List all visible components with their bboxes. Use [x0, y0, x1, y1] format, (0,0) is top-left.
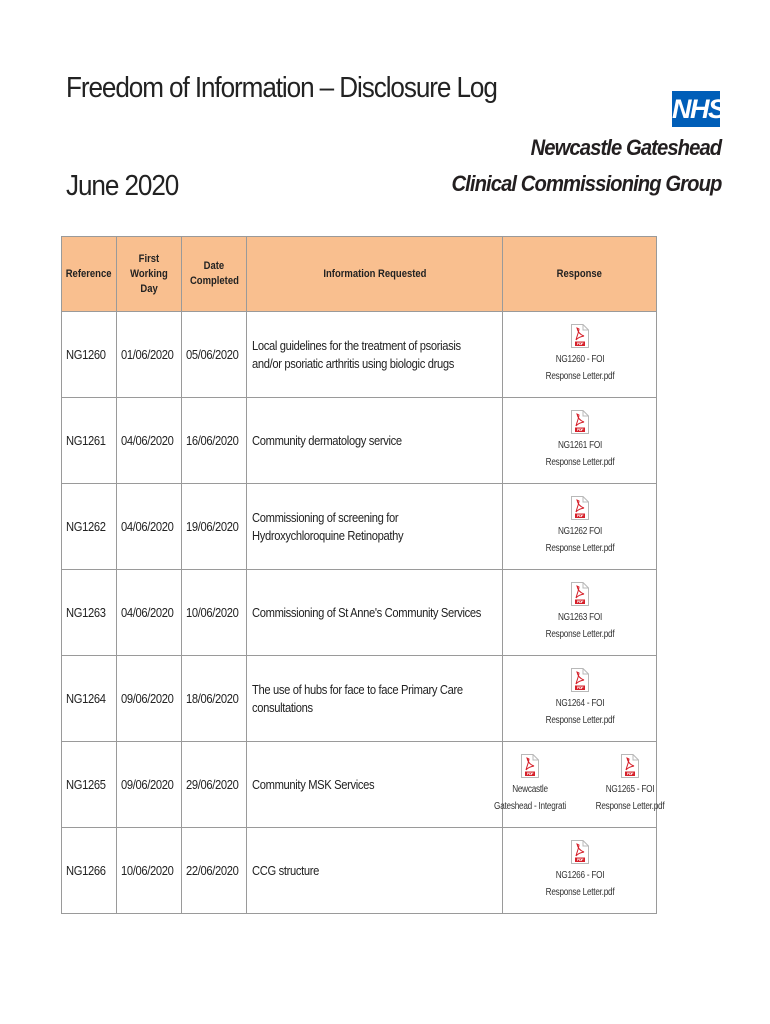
table-row	[62, 656, 657, 742]
date-completed-cell: 22/06/2020	[182, 828, 247, 914]
response-cell	[503, 484, 657, 570]
information-requested-cell: Commissioning of screening for Hydroxychloroquine Retinopathy	[247, 484, 503, 570]
reference-cell: NG1262	[62, 484, 117, 570]
response-cell	[493, 742, 664, 828]
svg-text:PDF: PDF	[576, 600, 583, 605]
attachment-filename[interactable]: NG1265 - FOI Response Letter.pdf	[595, 784, 664, 812]
attachment-filename[interactable]: Newcastle Gateshead - Integrati	[493, 784, 566, 812]
attachments	[493, 754, 664, 815]
reference-cell: NG1260	[62, 312, 117, 398]
reference-cell: NG1264	[62, 656, 117, 742]
date-completed-cell: 18/06/2020	[182, 656, 247, 742]
table-row	[62, 398, 657, 484]
pdf-attachment[interactable]	[530, 840, 630, 901]
org-name-line-2: Clinical Commissioning Group	[450, 171, 721, 196]
first-working-day-cell: 10/06/2020	[117, 828, 182, 914]
disclosure-log-table	[61, 236, 664, 914]
attachments	[503, 840, 656, 901]
attachments	[503, 668, 656, 729]
response-cell	[503, 398, 657, 484]
information-requested-cell: Community MSK Services	[247, 742, 503, 828]
pdf-icon[interactable]	[571, 324, 589, 348]
pdf-attachment[interactable]	[530, 668, 630, 729]
pdf-attachment[interactable]	[530, 496, 630, 557]
pdf-attachment[interactable]	[530, 410, 630, 471]
date-completed-cell: 29/06/2020	[182, 742, 247, 828]
pdf-icon[interactable]	[571, 410, 589, 434]
date-completed-cell: 10/06/2020	[182, 570, 247, 656]
svg-text:PDF: PDF	[626, 772, 633, 777]
header-information-requested: Information Requested	[247, 237, 503, 312]
date-completed-cell: 19/06/2020	[182, 484, 247, 570]
response-cell	[503, 828, 657, 914]
reference-cell: NG1265	[62, 742, 117, 828]
pdf-attachment[interactable]	[530, 582, 630, 643]
pdf-icon[interactable]	[571, 496, 589, 520]
attachments	[503, 496, 656, 557]
svg-text:PDF: PDF	[526, 772, 533, 777]
table-header-row	[62, 237, 657, 312]
table-row	[62, 828, 657, 914]
pdf-icon[interactable]	[521, 754, 539, 778]
pdf-icon[interactable]	[571, 582, 589, 606]
svg-text:PDF: PDF	[576, 428, 583, 433]
header-date-completed: Date Completed	[182, 237, 247, 312]
pdf-icon[interactable]	[571, 840, 589, 864]
table-row	[62, 484, 657, 570]
svg-text:PDF: PDF	[576, 858, 583, 863]
pdf-icon[interactable]	[621, 754, 639, 778]
org-name-line-1: Newcastle Gateshead	[530, 135, 721, 160]
attachment-filename[interactable]: NG1261 FOI Response Letter.pdf	[545, 440, 614, 468]
page-title: Freedom of Information – Disclosure Log	[66, 72, 497, 104]
table-row	[62, 742, 657, 828]
reference-cell: NG1263	[62, 570, 117, 656]
date-completed-cell: 05/06/2020	[182, 312, 247, 398]
information-requested-cell: The use of hubs for face to face Primary Care consultations	[247, 656, 503, 742]
first-working-day-cell: 04/06/2020	[117, 484, 182, 570]
nhs-logo: NHS	[672, 91, 720, 127]
attachments	[503, 582, 656, 643]
svg-text:PDF: PDF	[576, 514, 583, 519]
pdf-attachment[interactable]	[480, 754, 580, 815]
header-first-working-day: First Working Day	[117, 237, 182, 312]
table-row	[62, 312, 657, 398]
attachment-filename[interactable]: NG1260 - FOI Response Letter.pdf	[545, 354, 614, 382]
reference-cell: NG1261	[62, 398, 117, 484]
response-cell	[503, 312, 657, 398]
attachments	[503, 324, 656, 385]
information-requested-cell: Community dermatology service	[247, 398, 503, 484]
reference-cell: NG1266	[62, 828, 117, 914]
pdf-attachment[interactable]	[580, 754, 680, 815]
first-working-day-cell: 09/06/2020	[117, 742, 182, 828]
attachments	[503, 410, 656, 471]
header-reference: Reference	[62, 237, 117, 312]
svg-text:PDF: PDF	[576, 686, 583, 691]
table-row	[62, 570, 657, 656]
period-title: June 2020	[66, 170, 179, 202]
response-cell	[503, 656, 657, 742]
pdf-attachment[interactable]	[530, 324, 630, 385]
first-working-day-cell: 04/06/2020	[117, 398, 182, 484]
attachment-filename[interactable]: NG1262 FOI Response Letter.pdf	[545, 526, 614, 554]
attachment-filename[interactable]: NG1263 FOI Response Letter.pdf	[545, 612, 614, 640]
first-working-day-cell: 04/06/2020	[117, 570, 182, 656]
attachment-filename[interactable]: NG1264 - FOI Response Letter.pdf	[545, 698, 614, 726]
information-requested-cell: CCG structure	[247, 828, 503, 914]
first-working-day-cell: 01/06/2020	[117, 312, 182, 398]
first-working-day-cell: 09/06/2020	[117, 656, 182, 742]
pdf-icon[interactable]	[571, 668, 589, 692]
date-completed-cell: 16/06/2020	[182, 398, 247, 484]
information-requested-cell: Commissioning of St Anne's Community Services	[247, 570, 503, 656]
svg-text:PDF: PDF	[576, 342, 583, 347]
attachment-filename[interactable]: NG1266 - FOI Response Letter.pdf	[545, 870, 614, 898]
response-cell	[503, 570, 657, 656]
table-body	[62, 312, 664, 914]
information-requested-cell: Local guidelines for the treatment of psoriasis and/or psoriatic arthritis using biologic drugs	[247, 312, 503, 398]
header-response: Response	[503, 237, 657, 312]
